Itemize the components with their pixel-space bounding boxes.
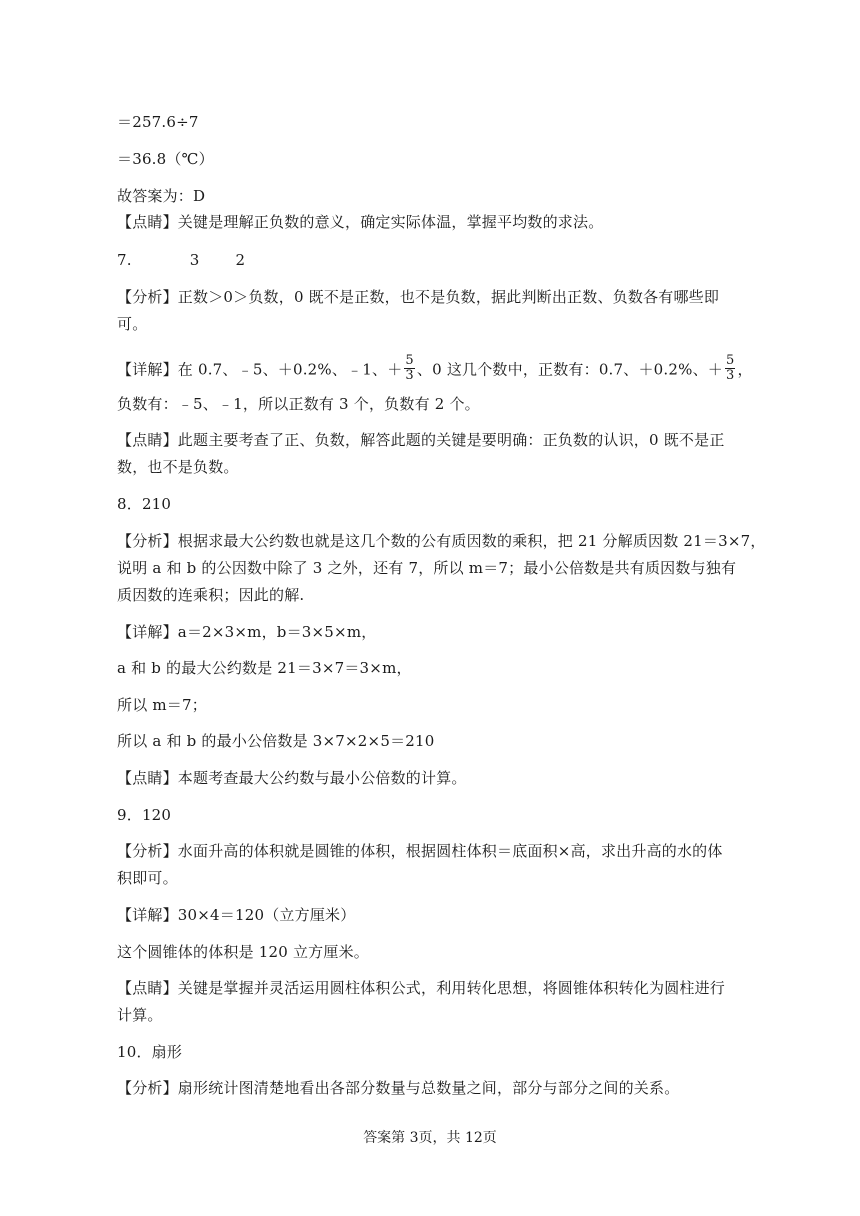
- text-line: 【分析】根据求最大公约数也就是这几个数的公有质因数的乘积，把 21 分解质因数 21＝3×7，: [117, 532, 766, 550]
- answer-negative-count: 2: [235, 251, 246, 269]
- fraction: [725, 354, 735, 383]
- text-line: 所以 a 和 b 的最小公倍数是 3×7×2×5＝210: [117, 732, 435, 750]
- text-line: 可。: [117, 315, 148, 333]
- text-line: 9．120: [117, 806, 172, 824]
- text-line: 质因数的连乘积；因此的解.: [117, 586, 305, 604]
- text-line: 这个圆锥体的体积是 120 立方厘米。: [117, 943, 369, 961]
- text-line: ＝36.8（℃）: [117, 150, 214, 168]
- text-line: 数，也不是负数。: [117, 458, 239, 476]
- text-line: 积即可。: [117, 869, 178, 887]
- text-line: 计算。: [117, 1006, 163, 1024]
- text-line: a 和 b 的最大公约数是 21＝3×7＝3×m，: [117, 659, 412, 677]
- text-line: 所以 m＝7；: [117, 696, 207, 714]
- text-line-with-fraction: [117, 353, 753, 385]
- text-line: ＝257.6÷7: [117, 113, 199, 131]
- text-line: 【分析】扇形统计图清楚地看出各部分数量与总数量之间，部分与部分之间的关系。: [117, 1079, 680, 1097]
- question-7-answer: [117, 250, 245, 270]
- text-line: 【点睛】关键是掌握并灵活运用圆柱体积公式，利用转化思想，将圆锥体积转化为圆柱进行: [117, 979, 726, 997]
- fraction-numerator: 5: [405, 353, 414, 368]
- question-number: 7.: [117, 251, 132, 269]
- text-line: 负数有：﹣5、﹣1，所以正数有 3 个，负数有 2 个。: [117, 395, 480, 413]
- text-line: 【详解】a＝2×3×m，b＝3×5×m，: [117, 623, 377, 641]
- text-segment: 、0 这几个数中，正数有：0.7、＋0.2%、＋: [416, 360, 723, 379]
- text-segment: 【详解】在 0.7、﹣5、＋0.2%、﹣1、＋: [117, 360, 403, 379]
- fraction: [404, 354, 414, 383]
- text-line: 故答案为：D: [117, 187, 206, 205]
- page-footer: 答案第 3页，共 12页: [363, 1130, 497, 1146]
- text-line: 说明 a 和 b 的公因数中除了 3 之外，还有 7，所以 m＝7；最小公倍数是共有质因数与独有: [117, 559, 737, 577]
- text-line: 【分析】正数＞0＞负数，0 既不是正数，也不是负数，据此判断出正数、负数各有哪些即: [117, 288, 720, 306]
- text-segment: ，: [737, 360, 753, 379]
- answer-positive-count: 3: [189, 251, 200, 269]
- text-line: 【分析】水面升高的体积就是圆锥的体积，根据圆柱体积＝底面积×高，求出升高的水的体: [117, 842, 723, 860]
- fraction-denominator: 3: [405, 368, 414, 383]
- text-line: 【详解】30×4＝120（立方厘米）: [117, 906, 356, 924]
- text-line: 8．210: [117, 495, 172, 513]
- text-line: 【点睛】关键是理解正负数的意义，确定实际体温，掌握平均数的求法。: [117, 213, 604, 231]
- fraction-numerator: 5: [725, 353, 735, 368]
- text-line: 【点睛】本题考查最大公约数与最小公倍数的计算。: [117, 769, 467, 787]
- text-line: 10．扇形: [117, 1043, 183, 1061]
- text-line: 【点睛】此题主要考查了正、负数，解答此题的关键是要明确：正负数的认识，0 既不是正: [117, 431, 725, 449]
- fraction-denominator: 3: [725, 368, 735, 383]
